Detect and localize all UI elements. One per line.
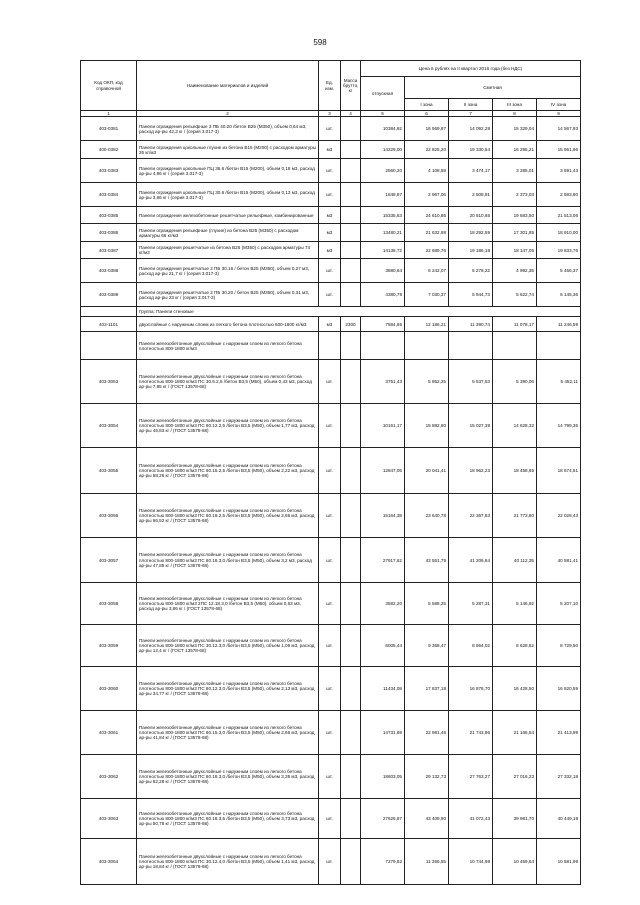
row-code [81, 307, 137, 317]
row-name: Панели железобетонные двухслойные с наружным слоем из легкого бетона плотностью 800-1800 кг/м3 [137, 332, 319, 360]
row-unit: шт. [319, 711, 341, 755]
table-row [81, 667, 581, 711]
table-row [81, 183, 581, 207]
row-zone-4-price: 15 951,96 [537, 141, 581, 159]
row-code: 403-0385 [81, 207, 137, 224]
row-unit: шт. [319, 360, 341, 404]
row-zone-3-price: 21 773,80 [493, 494, 537, 538]
row-zone-2-price: 15 027,39 [449, 404, 493, 448]
table-row [81, 259, 581, 283]
row-zone-1-price: 16 569,87 [405, 117, 449, 141]
row-unit: шт. [319, 839, 341, 885]
row-zone-2-price: 3 474,17 [449, 159, 493, 183]
column-number: 5 [361, 111, 405, 117]
row-zone-3-price: 39 981,70 [493, 799, 537, 839]
row-zone-3-price: 16 428,50 [493, 667, 537, 711]
row-code: 403-0383 [81, 159, 137, 183]
row-zone-1-price: 29 132,73 [405, 755, 449, 799]
column-number: 6 [405, 111, 449, 117]
row-name: Панели ограждения решетчатые из бетона В25 (М350) с расходом арматуры 74 кг/м3 [137, 242, 319, 259]
row-unit [319, 332, 341, 360]
price-table [80, 60, 581, 885]
table-row [81, 317, 581, 332]
table-row [81, 839, 581, 885]
row-name: Панели железобетонные двухслойные с наружным слоем из легкого бетона плотностью 800-1800 кг/м3 ПС 60.12.2,5 /бетон В3,5 (М50), объем 1,77 м3, расход ар-ры 45,83 кг / (ГОСТ 13578-68) [137, 404, 319, 448]
row-zone-1-price: 5 852,25 [405, 360, 449, 404]
row-zone-3-price: 16 295,21 [493, 141, 537, 159]
row-zone-4-price: 5 452,11 [537, 360, 581, 404]
row-name: Панели железобетонные двухслойные с наружным слоем из легкого бетона плотностью 800-1800 кг/м3 ПС 60.15.2,5 /бетон В3,5 (М50), объем 2,22 м3, расход ар-ры 58,26 кг / (ГОСТ 13578-68) [137, 448, 319, 494]
row-unit: шт. [319, 183, 341, 207]
table-row [81, 207, 581, 224]
row-zone-1-price: 15 882,60 [405, 404, 449, 448]
row-code: 403-3064 [81, 839, 137, 885]
table-row [81, 159, 581, 183]
row-zone-1-price: 43 409,90 [405, 799, 449, 839]
row-code: 403-3053 [81, 360, 137, 404]
row-code: 403-3063 [81, 799, 137, 839]
table-row [81, 141, 581, 159]
table-row [81, 494, 581, 538]
row-zone-4-price: 16 620,59 [537, 667, 581, 711]
row-zone-4-price: 19 833,76 [537, 242, 581, 259]
table-row [81, 538, 581, 583]
row-release-price: 14731,69 [361, 711, 405, 755]
row-unit: шт. [319, 799, 341, 839]
row-zone-4-price: 22 028,43 [537, 494, 581, 538]
header-zone-3: III зона [493, 99, 537, 111]
header-zone-1: I зона [405, 99, 449, 111]
column-number: 4 [341, 111, 361, 117]
row-zone-1-price: 5 588,25 [405, 583, 449, 625]
row-zone-3-price: 10 459,64 [493, 839, 537, 885]
row-zone-3-price: 8 628,62 [493, 625, 537, 667]
column-number: 3 [319, 111, 341, 117]
row-release-price: 4380,79 [361, 283, 405, 307]
row-unit: м3 [319, 224, 341, 242]
row-name: Панели железобетонные двухслойные с наружным слоем из легкого бетона плотностью 800-1800 кг/м3 ПС 30.12.4,0 /бетон В3,5 (М50), объем 1,41 м3, расход ар-ры 18,84 кг / (ГОСТ 13578-68) [137, 839, 319, 885]
row-zone-2-price: 16 876,70 [449, 667, 493, 711]
row-release-price: 6005,44 [361, 625, 405, 667]
row-code: 403-0386 [81, 224, 137, 242]
row-mass [341, 141, 361, 159]
row-release-price: 3880,64 [361, 259, 405, 283]
row-zone-3-price: 21 166,54 [493, 711, 537, 755]
row-name: Панели железобетонные двухслойные с наружным слоем из легкого бетона плотностью 800-1800 кг/м3 ПС 30.12.3,0 /бетон В3,5 (М50), объем 1,06 м3, расход ар-ры 12,4 кг / (ГОСТ 13578-68) [137, 625, 319, 667]
row-release-price: 13480,21 [361, 224, 405, 242]
row-zone-4-price: 10 581,99 [537, 839, 581, 885]
row-zone-1-price: 12 186,21 [405, 317, 449, 332]
row-unit: шт. [319, 667, 341, 711]
row-zone-1-price: 17 837,18 [405, 667, 449, 711]
row-zone-2-price: 22 367,83 [449, 494, 493, 538]
row-code: 403-3059 [81, 625, 137, 667]
row-release-price: 14229,00 [361, 141, 405, 159]
row-unit: шт. [319, 159, 341, 183]
row-release-price: 10161,17 [361, 404, 405, 448]
row-zone-1-price [405, 332, 449, 360]
row-name: Панели железобетонные двухслойные с наружным слоем из легкого бетона плотностью 800-1800 кг/м3 ПС 60.15.3,0 /бетон В3,5 (М50), объем 2,66 м3, расход ар-ры 41,84 кг / (ГОСТ 13578-68) [137, 711, 319, 755]
row-mass [341, 183, 361, 207]
row-unit: м3 [319, 242, 341, 259]
page-number: 598 [313, 38, 327, 47]
row-zone-2-price: 5 537,53 [449, 360, 493, 404]
row-mass [341, 242, 361, 259]
row-release-price: 3582,20 [361, 583, 405, 625]
row-code: 402-1101 [81, 317, 137, 332]
column-number: 8 [493, 111, 537, 117]
row-zone-2-price: 21 743,96 [449, 711, 493, 755]
row-zone-1-price: 23 640,78 [405, 494, 449, 538]
row-zone-2-price: 8 864,02 [449, 625, 493, 667]
table-row [81, 755, 581, 799]
row-mass [341, 583, 361, 625]
row-zone-2-price [449, 332, 493, 360]
column-number: 7 [449, 111, 493, 117]
table-row [81, 283, 581, 307]
row-name: Панели ограждения железобетонные решетчатые рельефные, комбинированные [137, 207, 319, 224]
row-zone-2-price: 20 810,65 [449, 207, 493, 224]
row-name: Панели ограждения рельефные 3 ПБ 40.20 /бетон В25 (М350), объем 0,64 м3, расход ар-ры 42,3 кг / (серия 3.017-3) [137, 117, 319, 141]
header-zone-4: IV зона [537, 99, 581, 111]
row-zone-2-price: 18 962,23 [449, 448, 493, 494]
table-row [81, 332, 581, 360]
row-name: Панели железобетонные двухслойные с наружным слоем из легкого бетона плотностью 800-1800 кг/м3 ПС 60.18.3,0 /бетон В3,5 (М50), объем 3,2 м3, расход ар-ры 47,85 кг / (ГОСТ 13578-68) [137, 538, 319, 583]
row-code: 403-3062 [81, 755, 137, 799]
row-unit: шт. [319, 259, 341, 283]
row-zone-1-price: 22 689,76 [405, 242, 449, 259]
row-zone-3-price: 17 301,85 [493, 224, 537, 242]
row-code: 403-0381 [81, 117, 137, 141]
row-zone-4-price [537, 332, 581, 360]
row-unit: м3 [319, 141, 341, 159]
table-row [81, 625, 581, 667]
row-code: 403-3058 [81, 583, 137, 625]
row-zone-2-price: 5 287,31 [449, 583, 493, 625]
row-zone-3-price: 5 622,74 [493, 283, 537, 307]
row-release-price: 7279,82 [361, 839, 405, 885]
row-zone-3-price: 4 992,35 [493, 259, 537, 283]
row-release-price: 12847,05 [361, 448, 405, 494]
row-mass [341, 799, 361, 839]
row-zone-2-price: 27 763,27 [449, 755, 493, 799]
row-code: 403-3061 [81, 711, 137, 755]
row-unit: шт. [319, 625, 341, 667]
table-row [81, 448, 581, 494]
row-zone-4-price: 18 910,00 [537, 224, 581, 242]
row-mass: 2300 [341, 317, 361, 332]
row-release-price: 18603,05 [361, 755, 405, 799]
row-release-price: 3751,43 [361, 360, 405, 404]
row-release-price: 14138,72 [361, 242, 405, 259]
row-zone-2-price: 19 330,54 [449, 141, 493, 159]
row-code: 403-0387 [81, 242, 137, 259]
row-zone-2-price: 11 390,74 [449, 317, 493, 332]
row-zone-1-price: 6 242,07 [405, 259, 449, 283]
row-name: Панели железобетонные двухслойные с наружным слоем из легкого бетона плотностью 800-1800 кг/м3 ПС 60.18.2,5 /бетон В3,5 (М50), объем 2,66 м3, расход ар-ры 66,52 кг / (ГОСТ 13578-68) [137, 494, 319, 538]
row-zone-2-price: 19 186,18 [449, 242, 493, 259]
row-name: Панели ограждения решетчатые 2 ПБ 30.16 / бетон В25 (М350), объем 0,27 м3, расход ар-ры 21,7 кг / (серия 3.017-3) [137, 259, 319, 283]
row-mass [341, 538, 361, 583]
row-mass [341, 117, 361, 141]
table-row [81, 117, 581, 141]
row-zone-4-price: 40 581,41 [537, 538, 581, 583]
row-zone-2-price: 10 744,98 [449, 839, 493, 885]
row-zone-4-price: 11 246,59 [537, 317, 581, 332]
column-number: 2 [137, 111, 319, 117]
row-zone-4-price: 40 449,19 [537, 799, 581, 839]
row-mass [341, 159, 361, 183]
row-release-price [361, 332, 405, 360]
group-row [81, 307, 581, 317]
row-zone-4-price: 3 591,43 [537, 159, 581, 183]
group-label: Группа: Панели стеновые [137, 307, 581, 317]
row-zone-4-price: 14 799,36 [537, 404, 581, 448]
row-unit: шт. [319, 448, 341, 494]
row-mass [341, 360, 361, 404]
row-name: Панели ограждения цокольные ПЦ 36.6 /бетон В15 (М200), объем 0,18 м3, расход ар-ры 4,96 кг / (серия 3.017-3) [137, 159, 319, 183]
row-name: Панели ограждения решетчатые 2 ПБ 30.20 / бетон В25 (М350), объем 0,31 м3, расход ар-ры 23 кг / (серия 3.017-3) [137, 283, 319, 307]
row-unit: шт. [319, 283, 341, 307]
row-mass [341, 283, 361, 307]
row-unit: шт. [319, 404, 341, 448]
row-name: Панели железобетонные двухслойные с наружным слоем из легкого бетона плотностью 800-1800 кг/м3 ПС 60.12.3,0 /бетон В3,5 (М50), объем 2,13 м3, расход ар-ры 34,77 кг / (ГОСТ 13578-68) [137, 667, 319, 711]
row-zone-4-price: 18 674,51 [537, 448, 581, 494]
row-zone-1-price: 9 368,47 [405, 625, 449, 667]
row-name: Панели ограждения рельефные (глухие) из бетона В25 (М350) с расходом арматуры 66 кг/м3 [137, 224, 319, 242]
row-release-price: 1848,87 [361, 183, 405, 207]
header-release: отпускная [361, 77, 405, 111]
row-mass [341, 625, 361, 667]
row-zone-2-price: 41 072,43 [449, 799, 493, 839]
row-zone-1-price: 11 356,55 [405, 839, 449, 885]
row-release-price: 2560,20 [361, 159, 405, 183]
row-release-price: 15164,38 [361, 494, 405, 538]
row-zone-3-price: 40 112,35 [493, 538, 537, 583]
table-row [81, 799, 581, 839]
row-unit: шт. [319, 583, 341, 625]
row-mass [341, 224, 361, 242]
price-table-body [81, 61, 581, 885]
row-mass [341, 667, 361, 711]
row-name: двухслойные с наружным слоем из легкого бетона плотностью 600-1800 кг/м3 [137, 317, 319, 332]
row-zone-3-price: 5 390,06 [493, 360, 537, 404]
row-release-price: 11434,08 [361, 667, 405, 711]
header-mass: Масса брутто, кг [341, 61, 361, 111]
row-zone-1-price: 43 551,79 [405, 538, 449, 583]
row-name: Панели железобетонные двухслойные с наружным слоем из легкого бетона плотностью 800-1800 кг/м3 2ПС 12.18.3,0 /бетон В3,5 (М50), объем 0,63 м3, расход ар-ры 3,86 кг / (ГОСТ 13578-68) [137, 583, 319, 625]
row-unit: шт. [319, 494, 341, 538]
row-zone-3-price: 11 078,17 [493, 317, 537, 332]
row-zone-2-price: 18 292,59 [449, 224, 493, 242]
column-number: 1 [81, 111, 137, 117]
row-unit: шт. [319, 755, 341, 799]
row-zone-1-price: 21 632,98 [405, 224, 449, 242]
row-mass [341, 404, 361, 448]
row-zone-1-price: 24 610,86 [405, 207, 449, 224]
row-name: Панели ограждения цокольные глухие из бетона В15 (М200) с расходом арматуры 26 кг/м3 [137, 141, 319, 159]
row-zone-4-price: 27 332,18 [537, 755, 581, 799]
header-name: Наименование материалов и изделий [137, 61, 319, 111]
row-zone-1-price: 4 108,59 [405, 159, 449, 183]
row-release-price: 7584,65 [361, 317, 405, 332]
column-number: 9 [537, 111, 581, 117]
row-zone-4-price: 21 513,06 [537, 207, 581, 224]
header-estimate: Сметная [405, 77, 581, 99]
row-mass [341, 711, 361, 755]
row-zone-4-price: 21 413,99 [537, 711, 581, 755]
row-unit: шт. [319, 538, 341, 583]
row-code: 400-0382 [81, 141, 137, 159]
table-row [81, 711, 581, 755]
row-zone-3-price: 18 147,05 [493, 242, 537, 259]
row-mass [341, 839, 361, 885]
row-zone-2-price: 14 092,28 [449, 117, 493, 141]
row-code: 403-3056 [81, 494, 137, 538]
row-mass [341, 259, 361, 283]
row-mass [341, 448, 361, 494]
table-row [81, 224, 581, 242]
table-row [81, 242, 581, 259]
row-mass [341, 494, 361, 538]
row-zone-1-price: 7 030,37 [405, 283, 449, 307]
row-zone-4-price: 14 567,93 [537, 117, 581, 141]
row-zone-3-price: 5 146,92 [493, 583, 537, 625]
row-zone-4-price: 6 145,36 [537, 283, 581, 307]
row-mass [341, 207, 361, 224]
table-row [81, 360, 581, 404]
row-mass [341, 332, 361, 360]
row-zone-1-price: 20 041,41 [405, 448, 449, 494]
row-zone-2-price: 2 508,91 [449, 183, 493, 207]
row-zone-1-price: 22 981,46 [405, 711, 449, 755]
row-zone-4-price: 8 729,50 [537, 625, 581, 667]
header-price-group: Цена в рублях на II квартал 2016 года (без НДС) [361, 61, 581, 77]
row-zone-3-price: 19 683,50 [493, 207, 537, 224]
row-code: 403-0384 [81, 183, 137, 207]
row-zone-3-price: 14 628,32 [493, 404, 537, 448]
row-code: 403-0389 [81, 283, 137, 307]
row-code: 403-3060 [81, 667, 137, 711]
row-code: 403-3055 [81, 448, 137, 494]
row-unit: шт. [319, 117, 341, 141]
row-code: 403-3054 [81, 404, 137, 448]
header-code: Код ОКП, код справочной [81, 61, 137, 111]
row-zone-2-price: 41 206,64 [449, 538, 493, 583]
row-zone-4-price: 5 207,10 [537, 583, 581, 625]
row-zone-1-price: 2 967,06 [405, 183, 449, 207]
row-zone-3-price: 15 329,04 [493, 117, 537, 141]
row-code: 403-0388 [81, 259, 137, 283]
row-zone-3-price: 18 458,65 [493, 448, 537, 494]
row-name: Панели ограждения цокольные ПЦ 30.6 /бетон В15 (М200), объем 0,13 м3, расход ар-ры 3,66 кг / (серия 3.017-3) [137, 183, 319, 207]
header-zone-2: II зона [449, 99, 493, 111]
row-zone-3-price [493, 332, 537, 360]
row-zone-3-price: 27 016,23 [493, 755, 537, 799]
row-zone-3-price: 3 285,01 [493, 159, 537, 183]
table-row [81, 404, 581, 448]
row-name: Панели железобетонные двухслойные с наружным слоем из легкого бетона плотностью 800-1800 кг/м3 ПС 30.6.2,5 /бетон В3,5 (М50), объем 0,43 м3, расход ар-ры 7,85 кг / (ГОСТ 13578-68) [137, 360, 319, 404]
row-zone-2-price: 5 944,73 [449, 283, 493, 307]
row-zone-4-price: 2 593,80 [537, 183, 581, 207]
row-name: Панели железобетонные двухслойные с наружным слоем из легкого бетона плотностью 800-1800 кг/м3 ПС 60.18.3,0 /бетон В3,5 (М50), объем 3,35 м3, расход ар-ры 82,28 кг / (ГОСТ 13578-68) [137, 755, 319, 799]
row-zone-1-price: 22 825,20 [405, 141, 449, 159]
header-row-1 [81, 61, 581, 77]
row-name: Панели железобетонные двухслойные с наружным слоем из легкого бетона плотностью 800-1800 кг/м3 ПС 60.18.3,5 /бетон В3,5 (М50), объем 3,73 м3, расход ар-ры 50,78 кг / (ГОСТ 13578-68) [137, 799, 319, 839]
row-code: 403-3057 [81, 538, 137, 583]
table-row [81, 583, 581, 625]
row-unit: м3 [319, 207, 341, 224]
row-unit: м3 [319, 317, 341, 332]
row-zone-4-price: 5 456,37 [537, 259, 581, 283]
row-zone-3-price: 2 373,03 [493, 183, 537, 207]
row-zone-2-price: 5 278,22 [449, 259, 493, 283]
header-unit: Ед. изм. [319, 61, 341, 111]
row-release-price: 27626,87 [361, 799, 405, 839]
row-release-price: 10384,92 [361, 117, 405, 141]
row-release-price: 15335,63 [361, 207, 405, 224]
row-release-price: 27917,62 [361, 538, 405, 583]
row-mass [341, 755, 361, 799]
row-code [81, 332, 137, 360]
